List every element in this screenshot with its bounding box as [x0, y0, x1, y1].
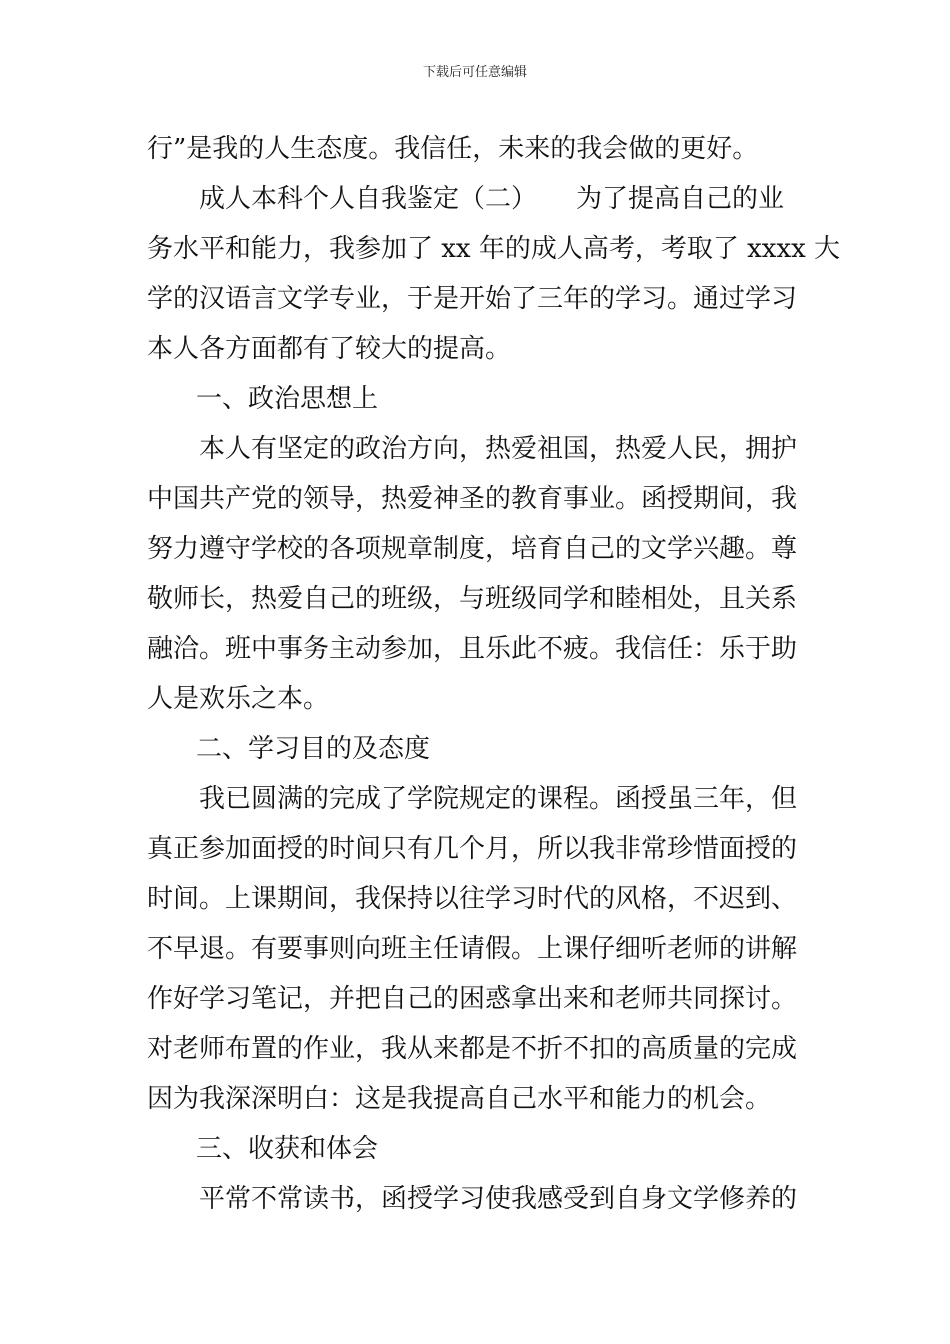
body-line: 不早退。有要事则向班主任请假。上课仔细听老师的讲解	[147, 934, 798, 964]
body-line: 作好学习笔记，并把自己的困惑拿出来和老师共同探讨。	[147, 984, 798, 1014]
body-line: 敬师长，热爱自己的班级，与班级同学和睦相处，且关系	[147, 584, 798, 614]
body-line: 本人各方面都有了较大的提高。	[147, 334, 512, 364]
body-line: 对老师布置的作业，我从来都是不折不扣的高质量的完成	[147, 1034, 798, 1064]
body-line: 平常不常读书，函授学习使我感受到自身文学修养的	[199, 1184, 798, 1214]
body-line: 学的汉语言文学专业，于是开始了三年的学习。通过学习	[147, 284, 798, 314]
section-heading: 三、收获和体会	[196, 1134, 379, 1164]
page-header: 下载后可任意编辑	[422, 65, 527, 80]
section-heading: 一、政治思想上	[196, 384, 379, 414]
body-line: 务水平和能力，我参加了 xx 年的成人高考，考取了 xxxx 大	[147, 234, 841, 264]
body-line: 人是欢乐之本。	[147, 684, 330, 714]
body-line: 时间。上课期间，我保持以往学习时代的风格，不迟到、	[147, 884, 798, 914]
section-heading: 二、学习目的及态度	[196, 734, 431, 764]
body-line: 行”是我的人生态度。我信任，未来的我会做的更好。	[147, 134, 759, 164]
body-line: 融洽。班中事务主动参加，且乐此不疲。我信任：乐于助	[147, 634, 798, 664]
body-line: 因为我深深明白：这是我提高自己水平和能力的机会。	[147, 1084, 772, 1114]
body-line: 我已圆满的完成了学院规定的课程。函授虽三年，但	[199, 784, 798, 814]
body-line: 本人有坚定的政治方向，热爱祖国，热爱人民，拥护	[199, 434, 798, 464]
body-line: 真正参加面授的时间只有几个月，所以我非常珍惜面授的	[147, 834, 798, 864]
body-line: 努力遵守学校的各项规章制度，培育自己的文学兴趣。尊	[147, 534, 798, 564]
body-line: 中国共产党的领导，热爱神圣的教育事业。函授期间，我	[147, 484, 798, 514]
section-title-line: 成人本科个人自我鉴定（二） 为了提高自己的业	[199, 184, 785, 214]
